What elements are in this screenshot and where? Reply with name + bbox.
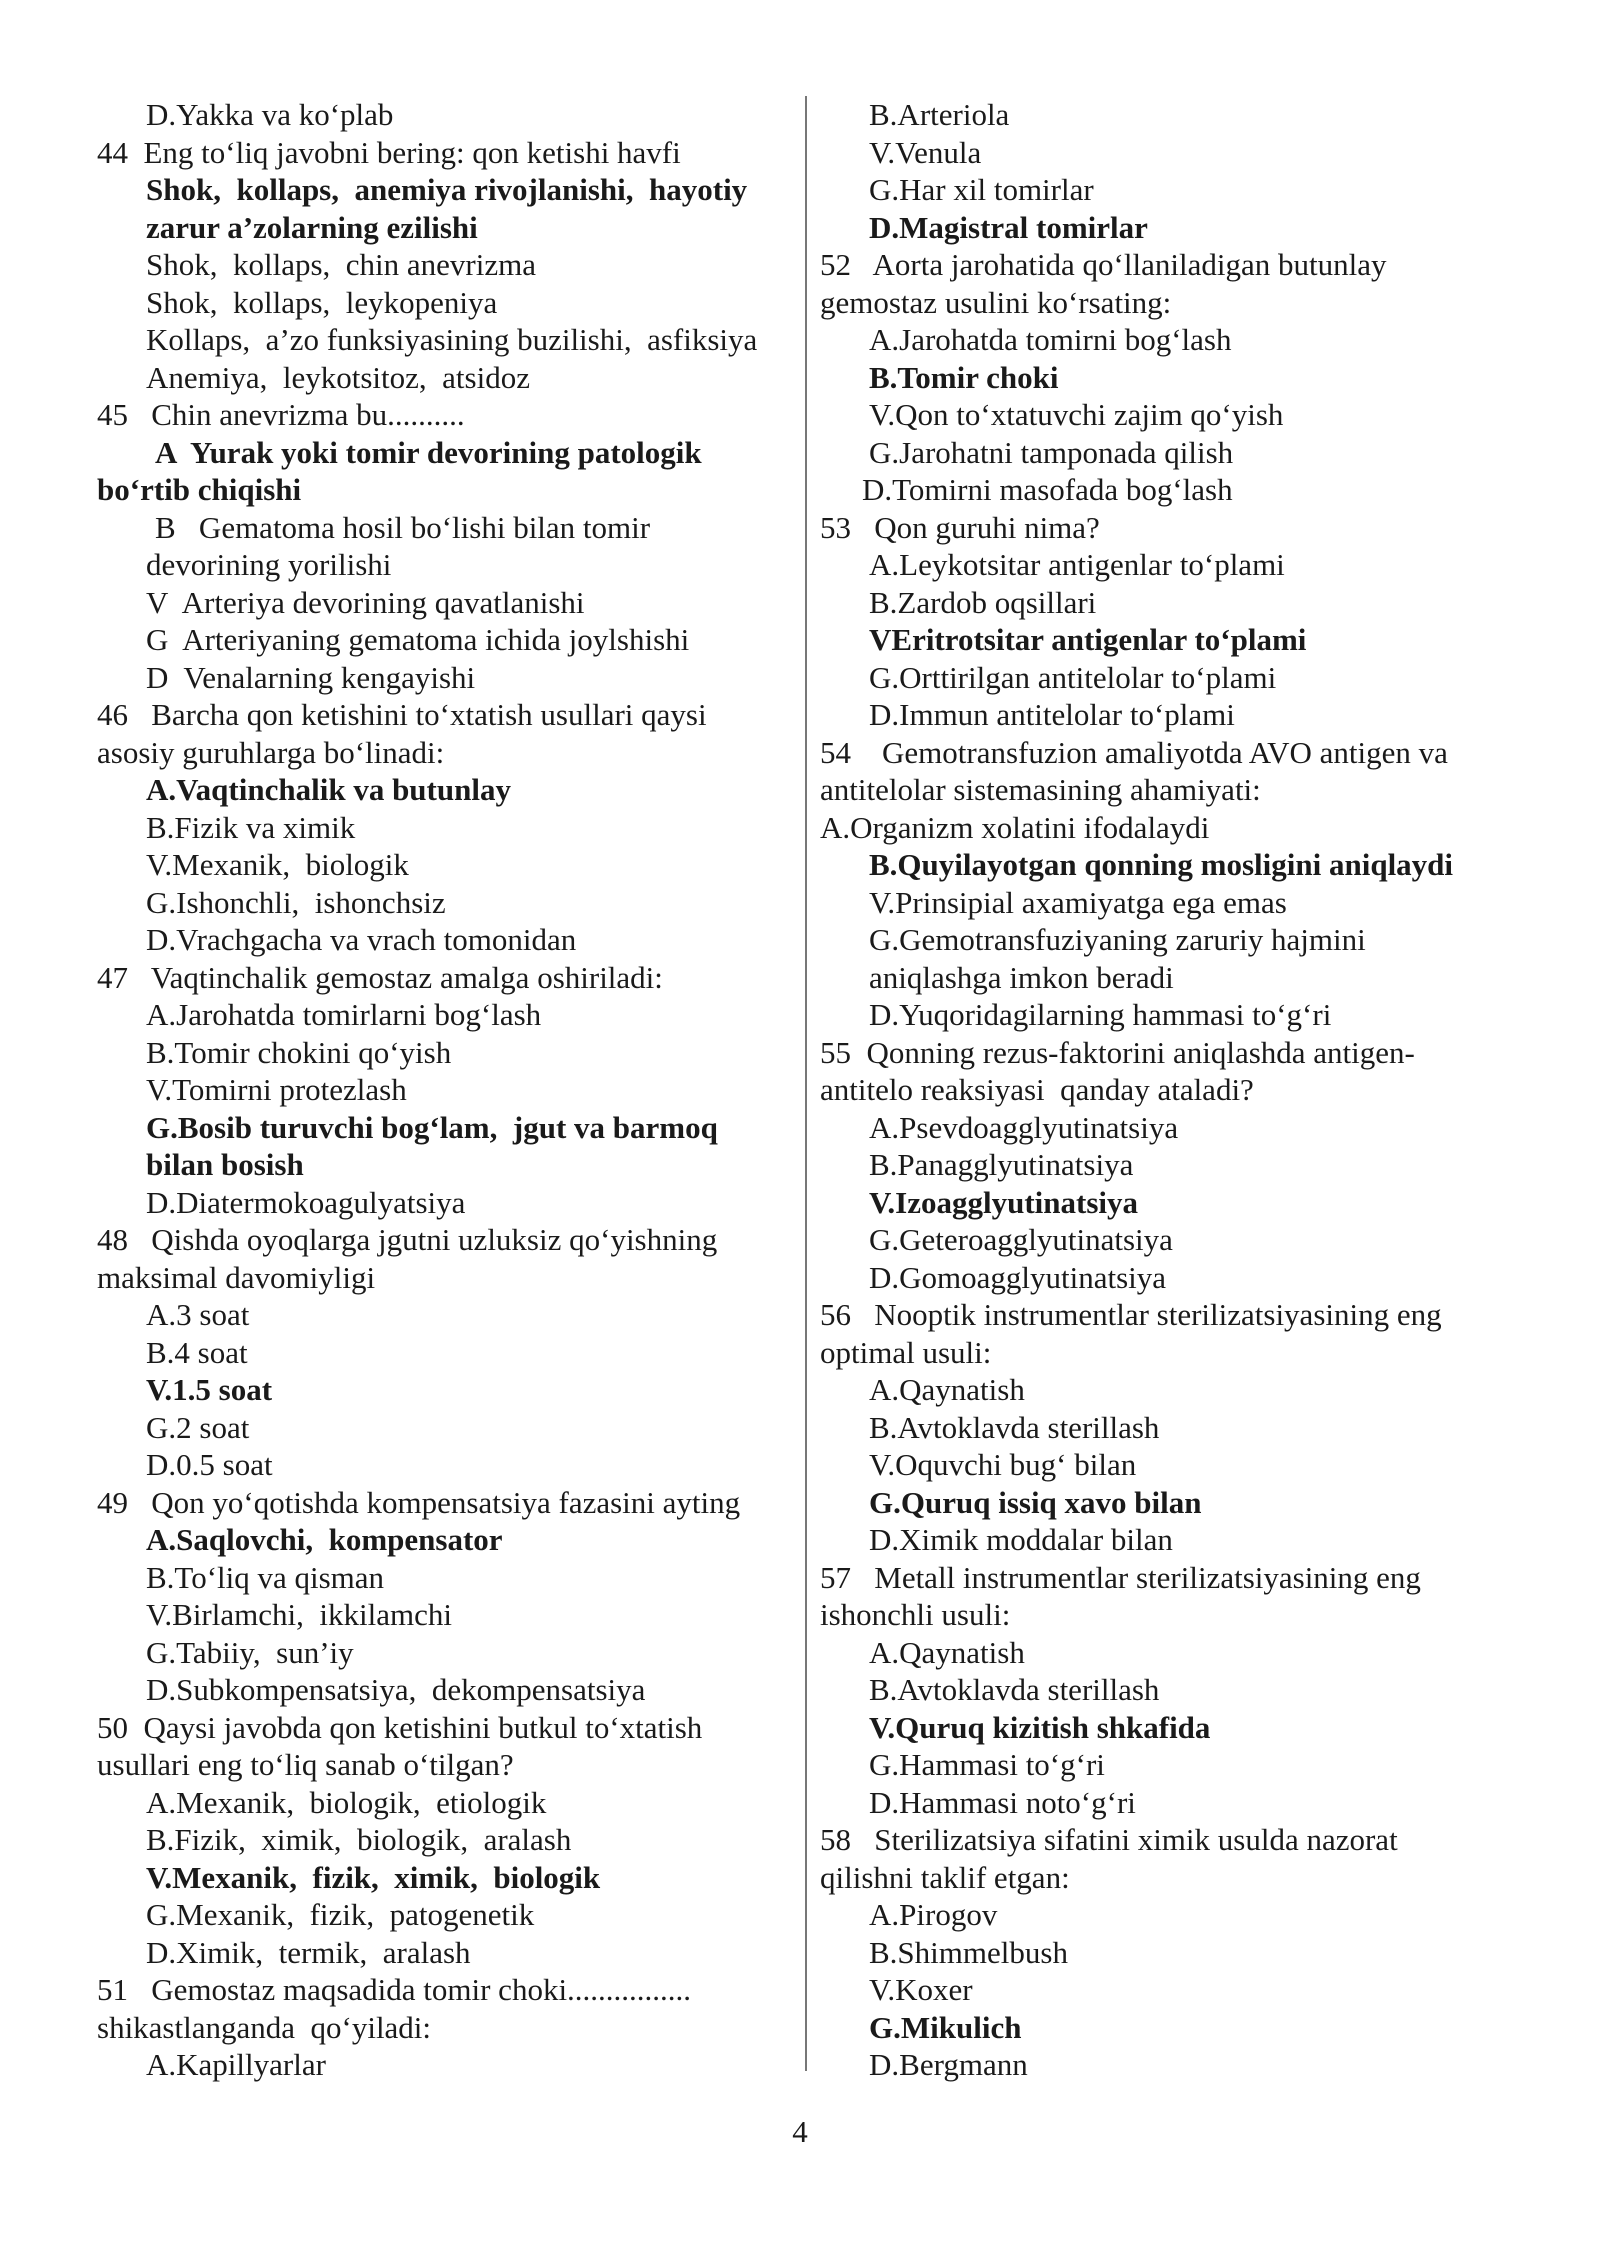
correct-answer-line: VEritrotsitar antigenlar to‘plami [869, 622, 1307, 657]
answer-option-line: A.Jarohatda tomirlarni bog‘lash [146, 997, 542, 1032]
correct-answer-line: B.Tomir choki [869, 359, 1059, 395]
answer-option-line: V.Oquvchi bug‘ bilan [869, 1447, 1137, 1482]
right-column [820, 96, 1520, 2084]
answer-option-line: D.Subkompensatsiya, dekompensatsiya [146, 1672, 646, 1707]
answer-option-line: D.Bergmann [869, 2047, 1028, 2082]
left-column [97, 96, 797, 2084]
answer-option-line: B.Avtoklavda sterillash [869, 1409, 1160, 1445]
answer-option-line: D.Gomoagglyutinatsiya [869, 1259, 1167, 1295]
answer-option-line: B.Fizik, ximik, biologik, aralash [146, 1822, 572, 1857]
answer-option-line: B.Tomir chokini qo‘yish [146, 1034, 452, 1070]
question-line: 48 Qishda oyoqlarga jgutni uzluksiz qo‘yishning [97, 1222, 718, 1257]
answer-option-line: D.Ximik, termik, aralash [146, 1934, 471, 1970]
correct-answer-line: Shok, kollaps, anemiya rivojlanishi, hayotiy [146, 172, 748, 207]
question-line: 54 Gemotransfuzion amaliyotda AVO antigen va [820, 734, 1448, 770]
answer-option-line: G.Hammasi to‘g‘ri [869, 1747, 1105, 1782]
correct-answer-line: V.Mexanik, fizik, ximik, biologik [146, 1859, 601, 1895]
correct-answer-line: bilan bosish [146, 1147, 304, 1182]
answer-option-line: D.Tomirni masofada bog‘lash [862, 472, 1233, 507]
correct-answer-line: V.Izoagglyutinatsiya [869, 1184, 1138, 1220]
answer-option-line: aniqlashga imkon beradi [869, 959, 1174, 995]
answer-option-line: D.0.5 soat [146, 1447, 273, 1482]
correct-answer-line: zarur a’zolarning ezilishi [146, 209, 478, 245]
question-line: 47 Vaqtinchalik gemostaz amalga oshiriladi: [97, 959, 663, 995]
correct-answer-line: G.Mikulich [869, 2009, 1022, 2045]
answer-option-line: A.Jarohatda tomirni bog‘lash [869, 322, 1232, 357]
answer-option-line: D.Yuqoridagilarning hammasi to‘g‘ri [869, 997, 1332, 1032]
question-line: 56 Nooptik instrumentlar sterilizatsiyasining eng [820, 1297, 1442, 1332]
answer-option-line: V.Tomirni protezlash [146, 1072, 407, 1107]
answer-option-line: B.Arteriola [869, 97, 1010, 132]
question-line: 45 Chin anevrizma bu.......... [97, 397, 465, 432]
answer-option-line: Shok, kollaps, leykopeniya [146, 284, 498, 320]
correct-answer-line: B.Quyilayotgan qonning mosligini aniqlaydi [869, 847, 1454, 882]
answer-option-line: Kollaps, a’zo funksiyasining buzilishi, asfiksiya [146, 322, 758, 357]
answer-option-line: V.Venula [869, 134, 982, 170]
answer-option-line: B.Zardob oqsillari [869, 584, 1097, 620]
answer-option-line: D.Diatermokoagulyatsiya [146, 1184, 466, 1220]
answer-option-line: D.Hammasi noto‘g‘ri [869, 1784, 1136, 1820]
correct-answer-line: V.Quruq kizitish shkafida [869, 1709, 1211, 1745]
correct-answer-line: G.Quruq issiq xavo bilan [869, 1484, 1202, 1520]
question-line: 58 Sterilizatsiya sifatini ximik usulda nazorat [820, 1822, 1398, 1857]
answer-option-line: V Arteriya devorining qavatlanishi [146, 584, 585, 620]
answer-option-line: Shok, kollaps, chin anevrizma [146, 247, 536, 282]
question-line: maksimal davomiyligi [97, 1259, 376, 1295]
answer-option-line: A.Qaynatish [869, 1634, 1025, 1670]
answer-option-line: G.2 soat [146, 1409, 250, 1445]
answer-option-line: D.Ximik moddalar bilan [869, 1522, 1173, 1557]
answer-option-line: B.4 soat [146, 1334, 248, 1370]
answer-option-line: V.Qon to‘xtatuvchi zajim qo‘yish [869, 397, 1284, 432]
answer-option-line: D Venalarning kengayishi [146, 659, 476, 695]
answer-option-line: D.Yakka va ko‘plab [146, 97, 394, 132]
answer-option-line: Anemiya, leykotsitoz, atsidoz [146, 359, 530, 395]
question-line: A.Organizm xolatini ifodalaydi [820, 809, 1210, 845]
answer-option-line: A.Mexanik, biologik, etiologik [146, 1784, 547, 1820]
page-number: 4 [792, 2114, 808, 2149]
answer-option-line: D.Immun antitelolar to‘plami [869, 697, 1235, 732]
answer-option-line: devorining yorilishi [146, 547, 392, 582]
answer-option-line: G.Har xil tomirlar [869, 172, 1094, 207]
correct-answer-line: G.Bosib turuvchi bog‘lam, jgut va barmoq [146, 1109, 718, 1145]
question-line: 52 Aorta jarohatida qo‘llaniladigan butunlay [820, 247, 1387, 282]
answer-option-line: A.Kapillyarlar [146, 2047, 326, 2082]
correct-answer-line: D.Magistral tomirlar [869, 209, 1148, 245]
answer-option-line: A.Qaynatish [869, 1372, 1025, 1407]
answer-option-line: G.Jarohatni tamponada qilish [869, 434, 1234, 470]
correct-answer-line: A.Saqlovchi, kompensator [146, 1522, 503, 1557]
answer-option-line: V.Prinsipial axamiyatga ega emas [869, 884, 1287, 920]
answer-option-line: V.Birlamchi, ikkilamchi [146, 1597, 452, 1632]
question-line: gemostaz usulini ko‘rsating: [820, 284, 1172, 320]
question-line: antitelolar sistemasining ahamiyati: [820, 772, 1261, 807]
question-line: qilishni taklif etgan: [820, 1859, 1070, 1895]
question-line: ishonchli usuli: [820, 1597, 1011, 1632]
column-divider [805, 96, 807, 2071]
answer-option-line: B Gematoma hosil bo‘lishi bilan tomir [155, 509, 651, 545]
answer-option-line: G.Orttirilgan antitelolar to‘plami [869, 659, 1277, 695]
answer-option-line: A.3 soat [146, 1297, 250, 1332]
answer-option-line: D.Vrachgacha va vrach tomonidan [146, 922, 577, 957]
question-line: 50 Qaysi javobda qon ketishini butkul to‘xtatish [97, 1709, 703, 1745]
answer-option-line: G.Gemotransfuziyaning zaruriy hajmini [869, 922, 1366, 957]
correct-answer-line: A Yurak yoki tomir devorining patologik [155, 434, 702, 470]
answer-option-line: B.To‘liq va qisman [146, 1559, 385, 1595]
question-line: optimal usuli: [820, 1334, 992, 1370]
correct-answer-line: V.1.5 soat [146, 1372, 273, 1407]
answer-option-line: B.Fizik va ximik [146, 809, 356, 845]
answer-option-line: G.Tabiiy, sun’iy [146, 1634, 354, 1670]
question-line: usullari eng to‘liq sanab o‘tilgan? [97, 1747, 514, 1782]
question-line: 51 Gemostaz maqsadida tomir choki................ [97, 1972, 692, 2007]
question-line: asosiy guruhlarga bo‘linadi: [97, 734, 445, 770]
question-line: 57 Metall instrumentlar sterilizatsiyasining eng [820, 1559, 1421, 1595]
answer-option-line: A.Leykotsitar antigenlar to‘plami [869, 547, 1285, 582]
question-line: antitelo reaksiyasi qanday ataladi? [820, 1072, 1254, 1107]
answer-option-line: B.Avtoklavda sterillash [869, 1672, 1160, 1707]
answer-option-line: V.Koxer [869, 1972, 973, 2007]
question-line: shikastlanganda qo‘yiladi: [97, 2009, 432, 2045]
answer-option-line: G.Mexanik, fizik, patogenetik [146, 1897, 535, 1932]
correct-answer-line: bo‘rtib chiqishi [97, 472, 302, 507]
question-line: 46 Barcha qon ketishini to‘xtatish usullari qaysi [97, 697, 707, 732]
answer-option-line: A.Pirogov [869, 1897, 998, 1932]
correct-answer-line: A.Vaqtinchalik va butunlay [146, 772, 511, 807]
answer-option-line: G.Geteroagglyutinatsiya [869, 1222, 1173, 1257]
answer-option-line: V.Mexanik, biologik [146, 847, 409, 882]
answer-option-line: G Arteriyaning gematoma ichida joylshishi [146, 622, 690, 657]
question-line: 53 Qon guruhi nima? [820, 509, 1100, 545]
answer-option-line: B.Panagglyutinatsiya [869, 1147, 1134, 1182]
question-line: 49 Qon yo‘qotishda kompensatsiya fazasini ayting [97, 1484, 741, 1520]
question-line: 55 Qonning rezus-faktorini aniqlashda antigen- [820, 1034, 1415, 1070]
question-line: 44 Eng to‘liq javobni bering: qon ketishi havfi [97, 134, 681, 170]
answer-option-line: B.Shimmelbush [869, 1934, 1068, 1970]
answer-option-line: A.Psevdoagglyutinatsiya [869, 1109, 1179, 1145]
answer-option-line: G.Ishonchli, ishonchsiz [146, 884, 446, 920]
